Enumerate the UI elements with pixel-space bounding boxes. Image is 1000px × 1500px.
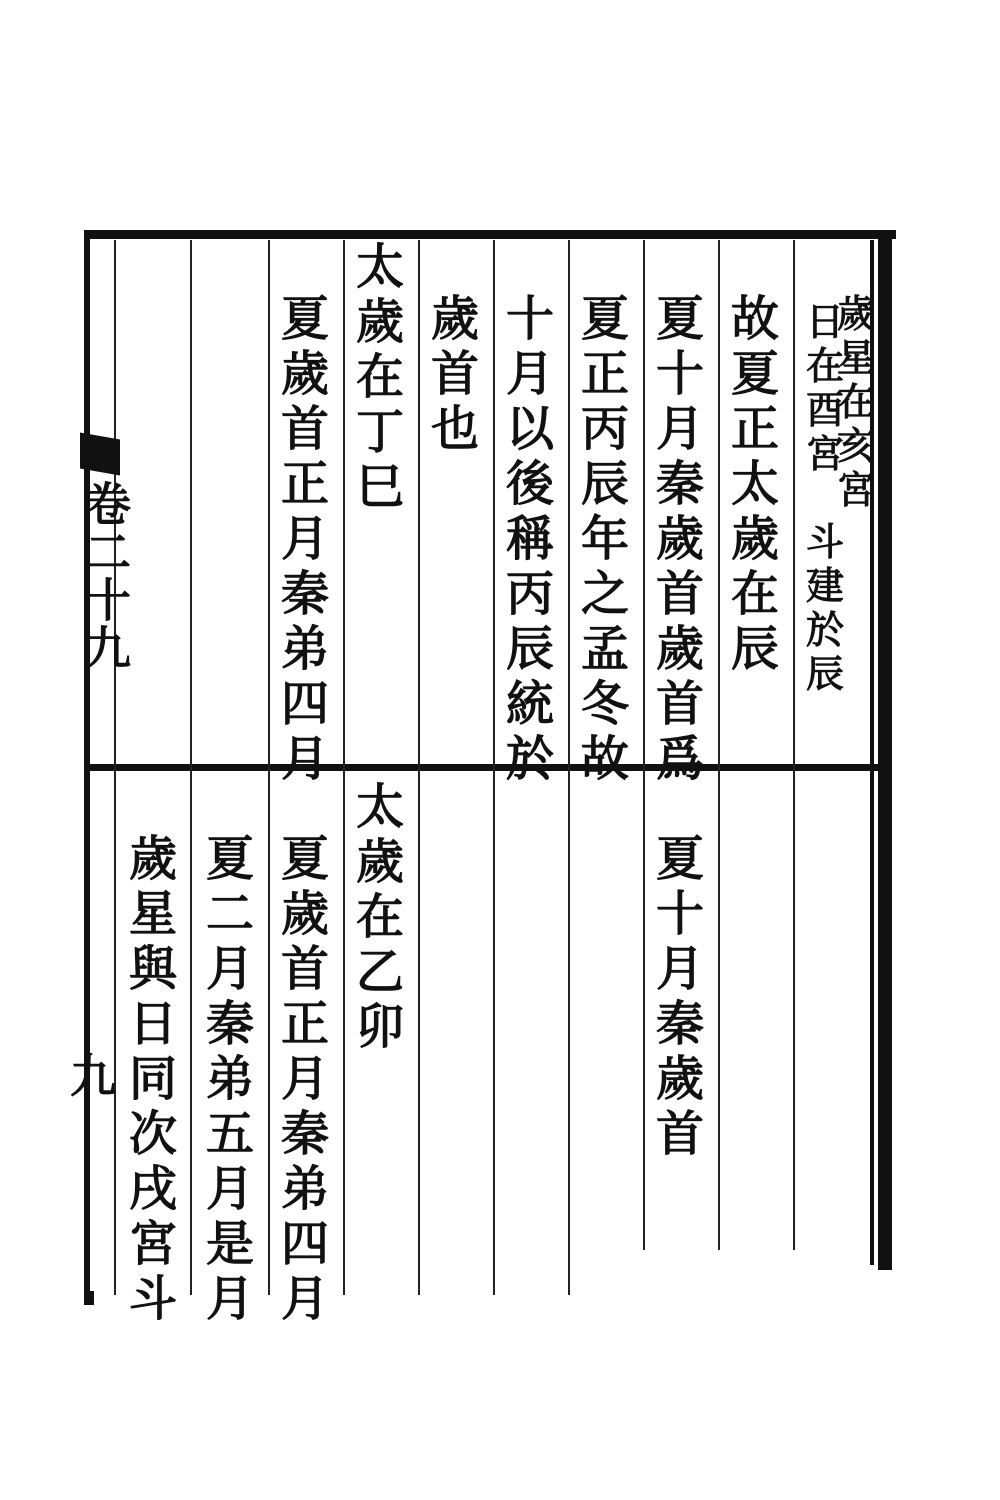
top-border: [84, 230, 896, 239]
text-column: [500, 292, 560, 787]
character: 也: [430, 401, 479, 457]
character: 歲: [128, 831, 177, 887]
character: 夏: [280, 831, 329, 887]
character: 巳: [355, 459, 404, 515]
character: 故: [730, 291, 779, 347]
character: 月: [505, 346, 554, 402]
column-rule: [190, 240, 192, 1295]
character: 正: [730, 401, 779, 457]
character: 月: [655, 401, 704, 457]
character: 秦: [655, 996, 704, 1052]
text-column: [575, 292, 635, 787]
character: 首: [655, 1106, 704, 1162]
character: 太: [730, 456, 779, 512]
character: 首: [430, 346, 479, 402]
character: 月: [205, 1271, 254, 1327]
character: 夏: [205, 831, 254, 887]
character: 是: [205, 1216, 254, 1272]
character: 辰: [805, 651, 844, 696]
margin-black-mark: [80, 432, 120, 475]
character: 歲: [355, 834, 404, 890]
character: 正: [280, 456, 329, 512]
column-rule: [343, 240, 345, 1295]
column-rule: [643, 240, 645, 1250]
column-rule: [268, 240, 270, 1295]
character: 以: [505, 401, 554, 457]
character: 丁: [355, 404, 404, 460]
character: 宮: [836, 467, 875, 512]
character: 正: [280, 996, 329, 1052]
character: 十: [655, 886, 704, 942]
character: 乙: [355, 944, 404, 1000]
character: 丙: [505, 566, 554, 622]
character: 首: [655, 676, 704, 732]
character: 首: [655, 566, 704, 622]
text-column: [795, 520, 855, 696]
text-column: [275, 832, 335, 1327]
character: 辰: [580, 456, 629, 512]
character: 星: [128, 886, 177, 942]
character: 亥: [836, 423, 875, 468]
character: 星: [836, 335, 875, 380]
character: 秦: [655, 456, 704, 512]
character: 四: [280, 676, 329, 732]
character: 月: [280, 1051, 329, 1107]
character: 弟: [280, 1161, 329, 1217]
column-rule: [718, 240, 720, 1250]
character: 十: [655, 346, 704, 402]
character: 於: [805, 607, 844, 652]
text-column: [123, 832, 183, 1327]
character: 卯: [355, 999, 404, 1055]
character: 酉: [805, 387, 844, 432]
character: 戌: [128, 1161, 177, 1217]
character: 首: [280, 401, 329, 457]
character: 月: [280, 731, 329, 787]
character: 年: [580, 511, 629, 567]
character: 同: [128, 1051, 177, 1107]
character: 建: [805, 563, 844, 608]
character: 二: [205, 886, 254, 942]
margin-volume-label: 卷二十九: [78, 480, 132, 672]
character: 月: [655, 941, 704, 997]
character: 秦: [280, 566, 329, 622]
character: 冬: [580, 676, 629, 732]
character: 夏: [730, 346, 779, 402]
character: 後: [505, 456, 554, 512]
character: 歲: [655, 1051, 704, 1107]
character: 孟: [580, 621, 629, 677]
character: 統: [505, 676, 554, 732]
character: 四: [280, 1216, 329, 1272]
character: 弟: [280, 621, 329, 677]
character: 在: [836, 379, 875, 424]
character: 首: [280, 941, 329, 997]
character: 之: [580, 566, 629, 622]
character: 在: [730, 566, 779, 622]
character: 太: [355, 239, 404, 295]
column-rule: [493, 240, 495, 1295]
character: 歲: [730, 511, 779, 567]
character: 夏: [655, 831, 704, 887]
character: 次: [128, 1106, 177, 1162]
character: 月: [205, 1161, 254, 1217]
text-column: [650, 832, 710, 1162]
character: 在: [355, 889, 404, 945]
character: 日: [128, 996, 177, 1052]
character: 歲: [430, 291, 479, 347]
character: 十: [505, 291, 554, 347]
character: 歲: [355, 294, 404, 350]
middle-border: [84, 764, 886, 771]
character: 弟: [205, 1051, 254, 1107]
character: 秦: [280, 1106, 329, 1162]
character: 歲: [280, 346, 329, 402]
character: 故: [580, 731, 629, 787]
character: 夏: [580, 291, 629, 347]
character: 宮: [805, 431, 844, 476]
character: 在: [805, 343, 844, 388]
character: 月: [205, 941, 254, 997]
character: 秦: [205, 996, 254, 1052]
character: 五: [205, 1106, 254, 1162]
character: 夏: [280, 291, 329, 347]
character: 日: [805, 299, 844, 344]
character: 夏: [655, 291, 704, 347]
text-column: [425, 292, 485, 457]
text-column: [350, 780, 410, 1055]
column-rule: [114, 240, 116, 1295]
character: 辰: [730, 621, 779, 677]
character: 辰: [505, 621, 554, 677]
character: 爲: [655, 731, 704, 787]
text-column: [275, 292, 335, 787]
character: 正: [580, 346, 629, 402]
margin-page-label: 九: [70, 1049, 116, 1103]
character: 稱: [505, 511, 554, 567]
character: 歲: [280, 886, 329, 942]
character: 歲: [655, 511, 704, 567]
column-rule: [418, 240, 420, 1295]
text-column: [795, 300, 855, 476]
character: 歲: [836, 291, 875, 336]
text-column: [650, 292, 710, 787]
character: 丙: [580, 401, 629, 457]
column-rule: [568, 240, 570, 1295]
text-column: [200, 832, 260, 1327]
character: 歲: [655, 621, 704, 677]
character: 與: [128, 941, 177, 997]
character: 太: [355, 779, 404, 835]
character: 宮: [128, 1216, 177, 1272]
text-column: [725, 292, 785, 677]
left-border: [84, 234, 90, 1294]
character: 斗: [128, 1271, 177, 1327]
character: 斗: [805, 519, 844, 564]
text-column: [350, 240, 410, 515]
character: 在: [355, 349, 404, 405]
character: 月: [280, 511, 329, 567]
bottom-corner: [84, 1291, 94, 1305]
character: 月: [280, 1271, 329, 1327]
character: 於: [505, 731, 554, 787]
